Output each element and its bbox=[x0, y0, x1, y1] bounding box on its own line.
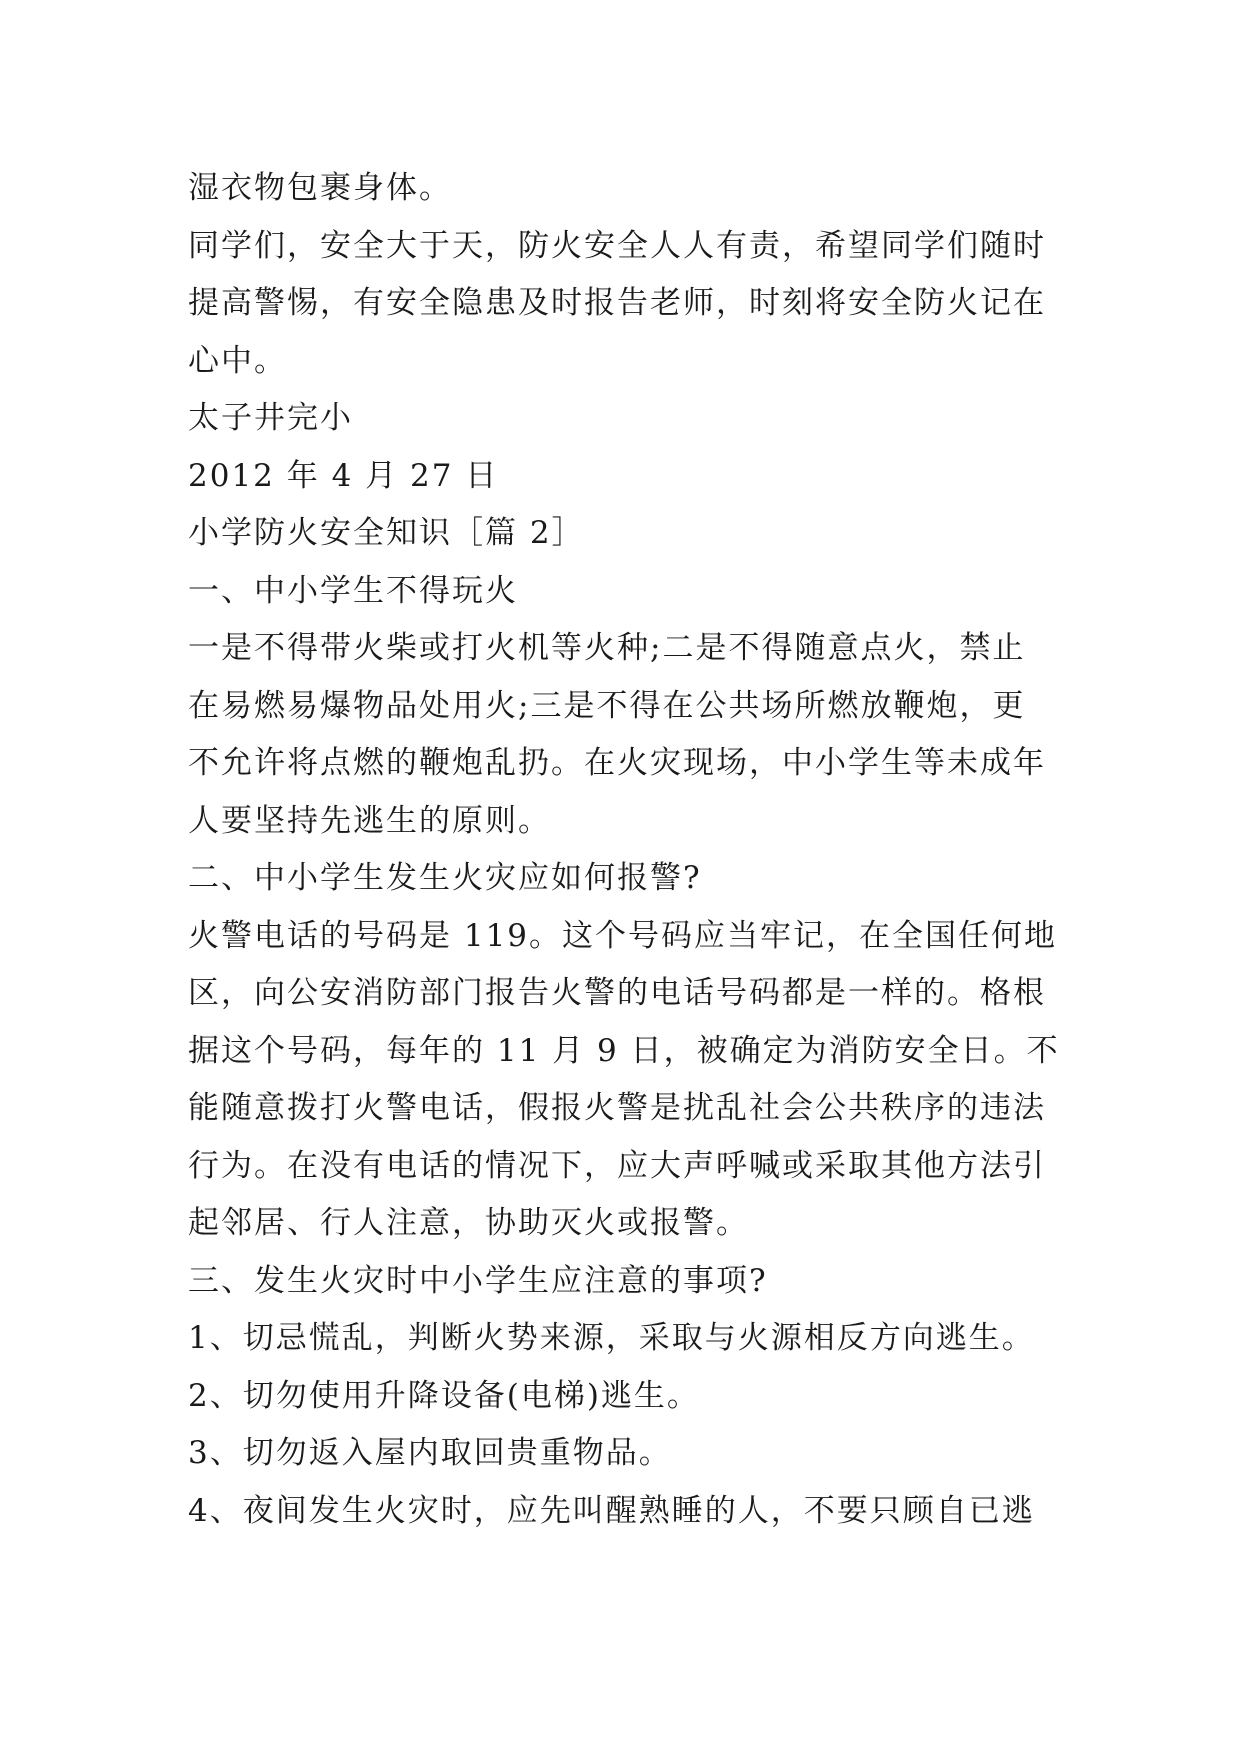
document-body bbox=[188, 160, 1058, 1540]
text-line: 同学们，安全大于天，防火安全人人有责，希望同学们随时 bbox=[188, 227, 1046, 264]
text-line: 提高警惕，有安全隐患及时报告老师，时刻将安全防火记在 bbox=[188, 285, 1046, 321]
text-line: 在易燃易爆物品处用火;三是不得在公共场所燃放鞭炮，更 bbox=[188, 687, 1026, 724]
section-title: 小学防火安全知识［篇 2］ bbox=[188, 515, 585, 551]
text-line: 行为。在没有电话的情况下，应大声呼喊或采取其他方法引 bbox=[188, 1147, 1046, 1184]
date-line: 2012 年 4 月 27 日 bbox=[188, 457, 499, 494]
school-name: 太子井完小 bbox=[188, 400, 353, 436]
list-item: 1、切忌慌乱，判断火势来源，采取与火源相反方向逃生。 bbox=[188, 1320, 1035, 1356]
list-item: 3、切勿返入屋内取回贵重物品。 bbox=[188, 1435, 672, 1471]
text-line: 湿衣物包裹身体。 bbox=[188, 170, 452, 206]
text-line: 能随意拨打火警电话，假报火警是扰乱社会公共秩序的违法 bbox=[188, 1090, 1046, 1126]
text-line: 火警电话的号码是 119。这个号码应当牢记，在全国任何地 bbox=[188, 917, 1058, 954]
heading-1: 一、中小学生不得玩火 bbox=[188, 572, 518, 609]
heading-2: 二、中小学生发生火灾应如何报警? bbox=[188, 860, 702, 896]
list-item: 4、夜间发生火灾时，应先叫醒熟睡的人，不要只顾自已逃 bbox=[188, 1492, 1035, 1529]
text-line: 心中。 bbox=[188, 342, 287, 379]
heading-3: 三、发生火灾时中小学生应注意的事项? bbox=[188, 1262, 768, 1299]
text-line: 一是不得带火柴或打火机等火种;二是不得随意点火，禁止 bbox=[188, 630, 1026, 666]
text-line: 人要坚持先逃生的原则。 bbox=[188, 802, 551, 839]
text-line: 不允许将点燃的鞭炮乱扔。在火灾现场，中小学生等未成年 bbox=[188, 745, 1046, 781]
list-item: 2、切勿使用升降设备(电梯)逃生。 bbox=[188, 1377, 700, 1414]
text-line: 起邻居、行人注意，协助灭火或报警。 bbox=[188, 1205, 749, 1241]
text-line: 据这个号码，每年的 11 月 9 日，被确定为消防安全日。不 bbox=[188, 1032, 1060, 1069]
text-line: 区，向公安消防部门报告火警的电话号码都是一样的。格根 bbox=[188, 975, 1046, 1011]
